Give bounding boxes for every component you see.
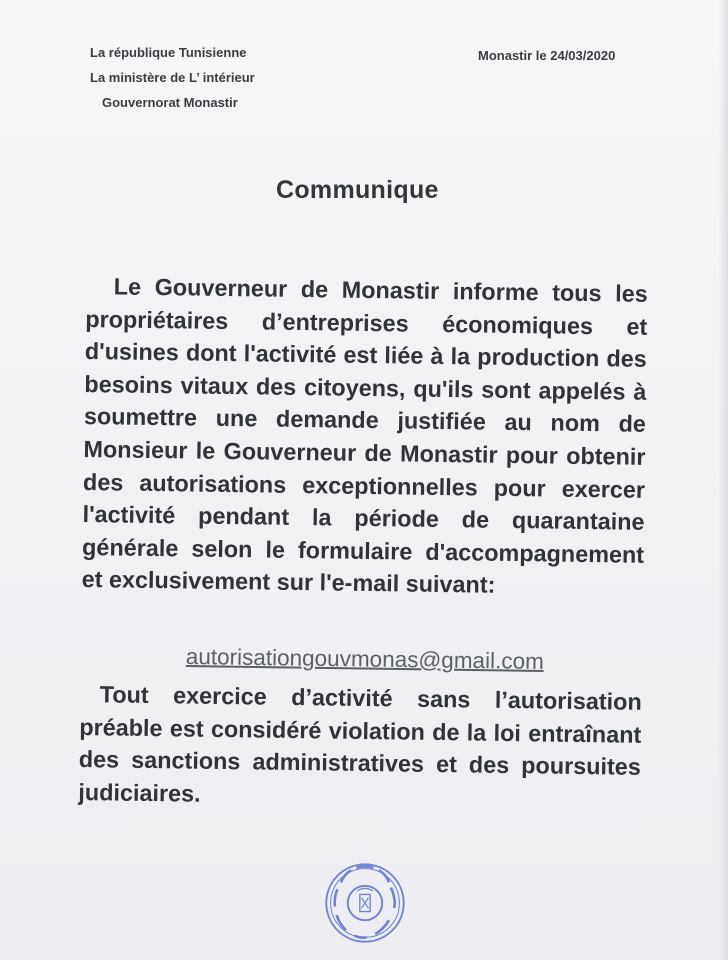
issuer-line-governorate: Gouvernorat Monastir <box>102 95 238 110</box>
communique-paragraph-2 <box>78 678 642 816</box>
place-date: Monastir le 24/03/2020 <box>478 48 616 63</box>
official-seal-icon <box>322 860 408 946</box>
contact-email-link[interactable]: autorisationgouvmonas@gmail.com <box>185 644 544 674</box>
issuer-block <box>90 40 255 115</box>
communique-paragraph-1 <box>81 270 647 604</box>
paragraph-2-text: Tout exercice d’activité sans l’autorisation préable est considéré violation de la loi entraînant des sanctions administratives et des poursuites judiciaires. <box>78 681 642 807</box>
document-title: Communique <box>276 176 439 204</box>
issuer-line-country: La république Tunisienne <box>90 45 247 60</box>
page-edge-shadow <box>718 0 728 960</box>
issuer-line-ministry: La ministère de L’ intérieur <box>90 70 255 85</box>
paragraph-1-text: Le Gouverneur de Monastir informe tous les propriétaires d’entreprises économiques et d'usines dont l'activité est liée à la production des besoins vitaux des citoyens, qu'ils sont appelés à soumettre une demande justifiée au nom de Monsieur le Gouverneur de Monastir pour obtenir des autorisations exceptionnelles pour exercer l'activité pendant la période de quarantaine générale selon le formulaire d'accompagnement et exclusivement sur l'e-mail suivant: <box>81 273 648 599</box>
